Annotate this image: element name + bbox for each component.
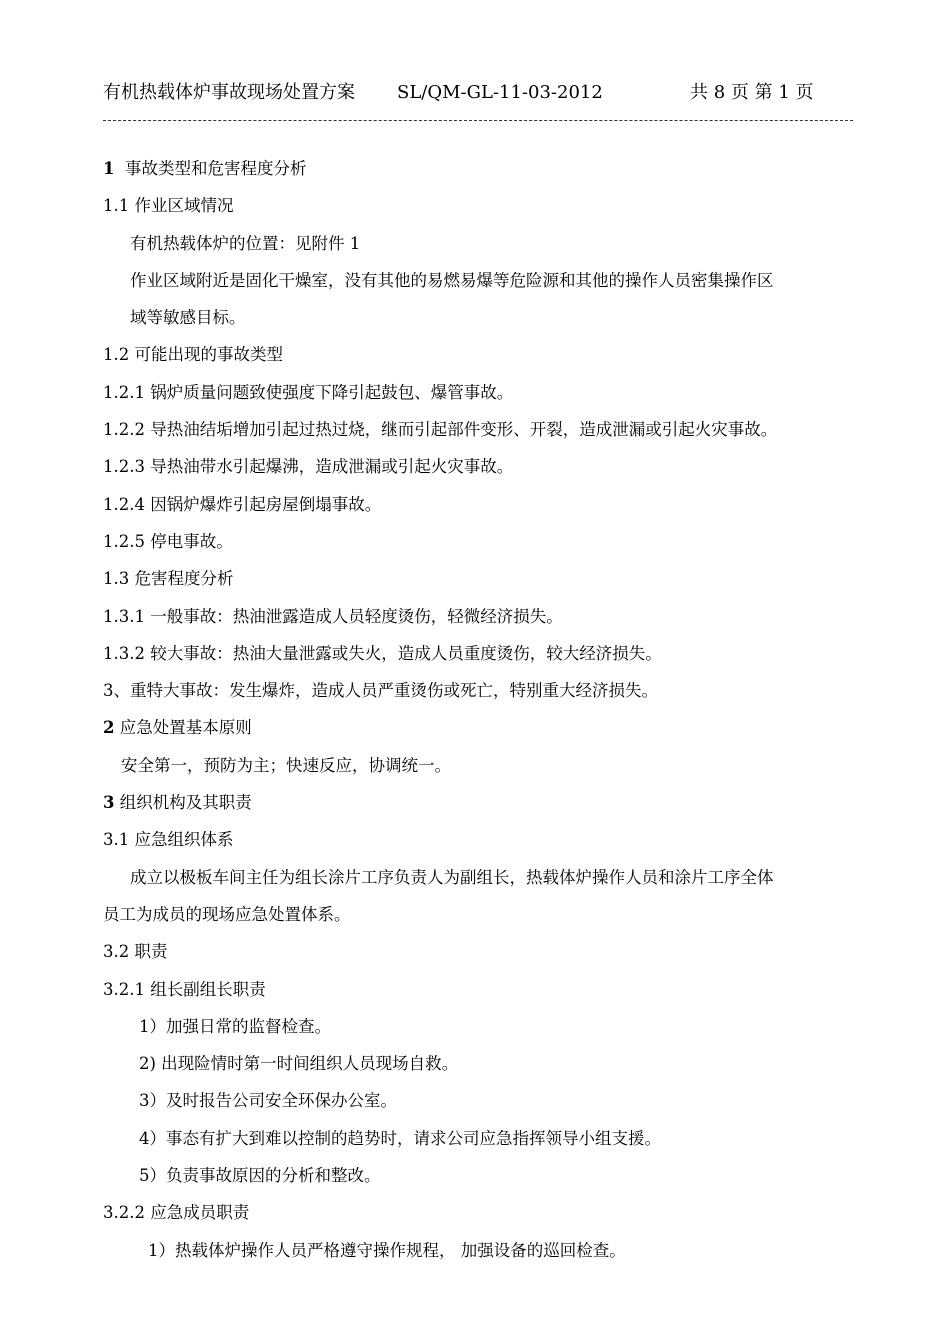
section-3-1-paragraph-line-2: 员工为成员的现场应急处置体系。 xyxy=(103,904,351,924)
header-title: 有机热载体炉事故现场处置方案 xyxy=(103,82,355,103)
section-3-title: 组织机构及其职责 xyxy=(119,793,252,813)
page-header xyxy=(103,78,863,108)
section-1-3-heading: 1.3 危害程度分析 xyxy=(103,569,234,589)
section-1-2-3: 1.2.3 导热油带水引起爆沸，造成泄漏或引起火灾事故。 xyxy=(103,457,514,477)
section-1-1-paragraph-1: 有机热载体炉的位置：见附件 1 xyxy=(130,233,361,253)
section-1-1-paragraph-2-line-2: 域等敏感目标。 xyxy=(130,308,246,328)
section-1-3-1: 1.3.1 一般事故：热油泄露造成人员轻度烫伤，轻微经济损失。 xyxy=(103,606,563,626)
section-2-number: 2 xyxy=(103,718,115,738)
member-duty-item-1: 1）热载体炉操作人员严格遵守操作规程， 加强设备的巡回检查。 xyxy=(148,1240,626,1260)
duty-item-2: 2) 出现险情时第一时间组织人员现场自救。 xyxy=(139,1054,459,1074)
section-1-2-heading: 1.2 可能出现的事故类型 xyxy=(103,345,283,365)
duty-item-5: 5）负责事故原因的分析和整改。 xyxy=(139,1166,381,1186)
section-2-title: 应急处置基本原则 xyxy=(119,718,252,738)
section-3-2-2-heading: 3.2.2 应急成员职责 xyxy=(103,1203,250,1223)
section-3-1-paragraph-line-1: 成立以极板车间主任为组长涂片工序负责人为副组长，热载体炉操作人员和涂片工序全体 xyxy=(130,867,774,887)
section-1-3-2: 1.3.2 较大事故：热油大量泄露或失火，造成人员重度烫伤，较大经济损失。 xyxy=(103,643,662,663)
section-1-1-paragraph-2-line-1: 作业区域附近是固化干燥室，没有其他的易燃易爆等危险源和其他的操作人员密集操作区 xyxy=(130,270,774,290)
section-1-number: 1 xyxy=(103,159,115,178)
section-1-2-5: 1.2.5 停电事故。 xyxy=(103,531,233,551)
section-3-1-heading: 3.1 应急组织体系 xyxy=(103,830,234,850)
header-divider xyxy=(103,120,853,121)
duty-item-4: 4）事态有扩大到难以控制的趋势时，请求公司应急指挥领导小组支援。 xyxy=(139,1128,661,1148)
section-1-2-2: 1.2.2 导热油结垢增加引起过热过烧，继而引起部件变形、开裂，造成泄漏或引起火灾事故。 xyxy=(103,420,778,440)
section-2-paragraph: 安全第一，预防为主；快速反应，协调统一。 xyxy=(121,755,451,775)
section-1-1-heading: 1.1 作业区域情况 xyxy=(103,196,234,216)
section-1-title: 事故类型和危害程度分析 xyxy=(124,159,307,178)
section-1-2-1: 1.2.1 锅炉质量问题致使强度下降引起鼓包、爆管事故。 xyxy=(103,382,514,402)
duty-item-1: 1）加强日常的监督检查。 xyxy=(139,1016,331,1036)
section-3-heading xyxy=(103,784,893,821)
section-3-2-1-heading: 3.2.1 组长副组长职责 xyxy=(103,979,266,999)
section-3-number: 3 xyxy=(103,793,115,813)
duty-item-3: 3）及时报告公司安全环保办公室。 xyxy=(139,1091,397,1111)
section-1-2-4: 1.2.4 因锅炉爆炸引起房屋倒塌事故。 xyxy=(103,494,382,514)
section-1-3-3: 3、重特大事故：发生爆炸，造成人员严重烫伤或死亡，特别重大经济损失。 xyxy=(103,681,658,701)
document-body xyxy=(103,150,893,1269)
section-1-heading xyxy=(103,150,893,187)
header-page-info: 共 8 页 第 1 页 xyxy=(690,82,814,103)
header-document-code: SL/QM-GL-11-03-2012 xyxy=(397,82,603,103)
section-3-2-heading: 3.2 职责 xyxy=(103,942,168,962)
section-2-heading xyxy=(103,709,893,746)
